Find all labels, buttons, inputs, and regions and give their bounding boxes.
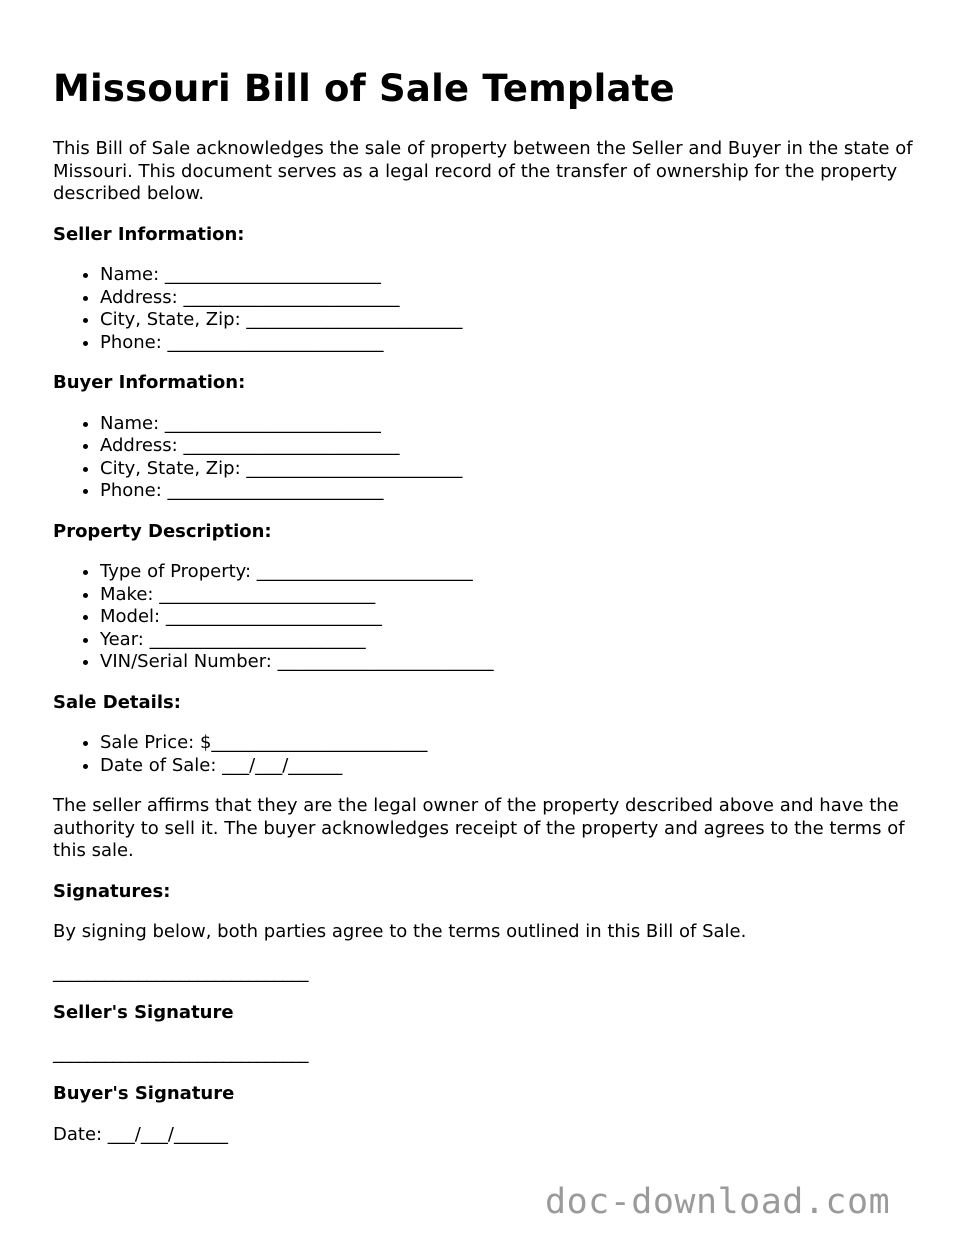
buyer-phone-field: • Phone: ________________________ xyxy=(100,480,923,503)
signature-date-field: Date: ___/___/______ xyxy=(53,1123,228,1145)
seller-address-field: • Address: ________________________ xyxy=(100,287,923,310)
intro-paragraph: This Bill of Sale acknowledges the sale of property between the Seller and Buyer in the state of Missouri. This document serves as a legal record of the transfer of ownership for the property described below. xyxy=(53,138,913,204)
property-model-field: • Model: ________________________ xyxy=(100,606,923,629)
seller-name-field: • Name: ________________________ xyxy=(100,264,923,287)
seller-phone-field: • Phone: ________________________ xyxy=(100,332,923,355)
sale-fields-list xyxy=(53,732,923,777)
property-fields-list xyxy=(53,561,923,674)
sale-section-heading: Sale Details: xyxy=(53,691,181,713)
seller-city-state-zip-field: • City, State, Zip: ________________________ xyxy=(100,309,923,332)
buyer-fields-list xyxy=(53,413,923,503)
buyer-signature-label: Buyer's Signature xyxy=(53,1083,235,1104)
signatures-statement: By signing below, both parties agree to the terms outlined in this Bill of Sale. xyxy=(53,921,747,942)
property-vin-field: • VIN/Serial Number: ________________________ xyxy=(100,651,923,674)
buyer-name-field: • Name: ________________________ xyxy=(100,413,923,436)
property-section-heading: Property Description: xyxy=(53,520,272,542)
buyer-signature-line: ______________________________ xyxy=(53,1042,308,1064)
sale-price-field: • Sale Price: $________________________ xyxy=(100,732,923,755)
buyer-city-state-zip-field: • City, State, Zip: ________________________ xyxy=(100,458,923,481)
sale-date-field: • Date of Sale: ___/___/______ xyxy=(100,755,923,778)
property-make-field: • Make: ________________________ xyxy=(100,584,923,607)
watermark-text: doc-download.com xyxy=(545,1182,891,1222)
affirmation-paragraph: The seller affirms that they are the legal owner of the property described above and have the authority to sell it. The buyer acknowledges receipt of the property and agrees to the terms of this sale. xyxy=(53,795,905,861)
document-page xyxy=(53,62,923,1164)
seller-signature-line: ______________________________ xyxy=(53,961,308,983)
property-type-field: • Type of Property: ________________________ xyxy=(100,561,923,584)
seller-section-heading: Seller Information: xyxy=(53,223,245,245)
buyer-address-field: • Address: ________________________ xyxy=(100,435,923,458)
seller-fields-list xyxy=(53,264,923,354)
seller-signature-label: Seller's Signature xyxy=(53,1002,234,1023)
document-title: Missouri Bill of Sale Template xyxy=(53,67,675,110)
signatures-section-heading: Signatures: xyxy=(53,880,171,902)
property-year-field: • Year: ________________________ xyxy=(100,629,923,652)
buyer-section-heading: Buyer Information: xyxy=(53,372,246,393)
